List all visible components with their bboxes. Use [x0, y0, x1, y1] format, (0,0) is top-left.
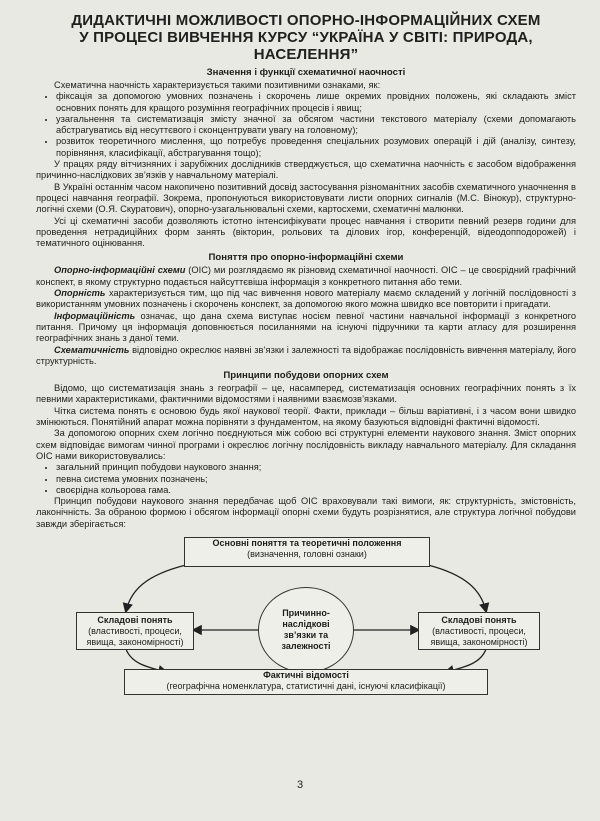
term: Схематичність — [54, 344, 130, 355]
diagram-box-bottom: Фактичні відомості (географічна номенклатура, статистичні дані, існуючі класифікації) — [124, 669, 488, 695]
paragraph: У працях ряду вітчизняних і зарубіжних дослідників стверджується, що схематична наочність є засобом відображення причинно-наслідкових зв’язків у навчальному матеріалі. — [36, 159, 576, 181]
diagram-box-left: Складові понять (властивості, процеси, явища, закономірності) — [76, 612, 194, 650]
arrow-top-left — [126, 565, 186, 611]
paragraph: Схематична наочність характеризується такими позитивними ознаками, як: — [54, 80, 381, 90]
arrow-top-right — [428, 565, 486, 611]
page-number: 3 — [296, 779, 304, 791]
diagram-center-circle: Причинно-наслідкові зв’язки та залежності — [258, 587, 354, 673]
structure-diagram — [36, 535, 576, 695]
paragraph: Опорно-інформаційні схеми (ОІС) ми розглядаємо як різновид схематичної наочності. ОІС – це своєрідний графічний конспект, в якому структурно подається найсуттєвіша інформація з конкретного питання або теми. — [36, 265, 576, 287]
list-item: • розвиток теоретичного мислення, що потребує проведення спеціальних розумових операцій і дій (аналізу, синтезу, порівняння, класифікації, абстрагування тощо); — [56, 136, 576, 159]
title-line-2: У ПРОЦЕСІ ВИВЧЕННЯ КУРСУ “УКРАЇНА У СВІТІ: ПРИРОДА, НАСЕЛЕННЯ” — [79, 29, 533, 63]
paragraph: В Україні останнім часом накопичено позитивний досвід застосування різноманітних засобів схематичного унаочнення в процесі навчання географії. Зокрема, пропонуються використовувати листи опорних сигналів (М.С. Вінокур), структурно-логічні схеми (О.Я. Скуратович), опорно-узагальнювальні схеми, картосхеми, схематичні малюнки. — [36, 181, 576, 215]
term: Опорно-інформаційні схеми — [54, 265, 186, 276]
paragraph: Інформаційність означає, що дана схема виступає носієм певної частини навчальної інформації з конкретного питання. Причому ця інформація доповнюється посиланнями на існуючі підручники та карти атласу для розширення географічних знань з даної теми. — [36, 310, 576, 344]
document-title — [36, 12, 576, 63]
bullet-list-1 — [36, 91, 576, 159]
diagram-box-top: Основні поняття та теоретичні положення (визначення, головні ознаки) — [184, 537, 430, 567]
paragraph: За допомогою опорних схем логічно поєднуються між собою всі структурні елементи наукового знання. Зміст опорних схем відповідає вимогам чинної програми і окреслює логічну послідовність викладу навчального матеріалу. Для складання ОІС нами використовувались: — [36, 428, 576, 461]
paragraph: Опорність характеризується тим, що під час вивчення нового матеріалу маємо складений у логічній послідовності з використанням умовних позначень і скорочень конспект, за допомогою якого можна швидко все повторити і пригадати. — [36, 288, 576, 310]
list-item: • загальний принцип побудови наукового знання; — [56, 462, 576, 473]
paragraph: Відомо, що систематизація знань з географії – це, насамперед, систематизація основних географічних понять з їх певними характеристиками, фактичними відомостями і наявними взаємозв’язками. — [36, 383, 576, 405]
section-heading-1: Значення і функції схематичної наочності — [206, 67, 406, 78]
paragraph: Усі ці схематичні засоби дозволяють істотно інтенсифікувати процес навчання і створити певний резерв години для проведення нетрадиційних форм занять (вікторин, рольових та ділових ігор, конференцій, відеодопподорожей) і тематичного оцінювання. — [36, 215, 576, 249]
list-item: • фіксація за допомогою умовних позначень і скорочень лише окремих провідних положень, які складають зміст основних понять для кращого розуміння географічних процесів і явищ; — [56, 91, 576, 114]
paragraph: Схематичність відповідно окреслює наявні зв’язки і залежності та відображає послідовність вивчення матеріалу, його структурність. — [36, 344, 576, 366]
bullet-list-2 — [36, 462, 576, 496]
list-item: • своєрідна кольорова гама. — [56, 485, 576, 496]
term: Опорність — [54, 288, 106, 299]
title-line-1: ДИДАКТИЧНІ МОЖЛИВОСТІ ОПОРНО-ІНФОРМАЦІЙНИХ СХЕМ — [71, 12, 541, 29]
section-heading-3: Принципи побудови опорних схем — [223, 370, 389, 382]
paragraph: Чітка система понять є основою будь якої наукової теорії. Факти, приклади – більш варіативні, і з часом вони швидко змінюються. Понятійний апарат можна порівняти з фундаментом, на якому базуються відповідні фактичні відомості. — [36, 405, 576, 428]
list-item: • певна система умовних позначень; — [56, 474, 576, 485]
term: Інформаційність — [54, 310, 136, 321]
paragraph: Принцип побудови наукового знання передбачає щоб ОІС враховували такі вимоги, як: структурність, змістовність, лаконічність. За обраною формою і обсягом інформації опорні схеми будуть розрізнятися, але структура логічної побудови завжди зберігається: — [36, 496, 576, 529]
list-item: • узагальнення та систематизація змісту значної за обсягом частини текстового матеріалу (схеми допомагають абстрагуватись від несуттєвого і сконцентрувати увагу на головному); — [56, 114, 576, 137]
section-heading-2: Поняття про опорно-інформаційні схеми — [208, 252, 404, 264]
diagram-box-right: Складові понять (властивості, процеси, явища, закономірності) — [418, 612, 540, 650]
